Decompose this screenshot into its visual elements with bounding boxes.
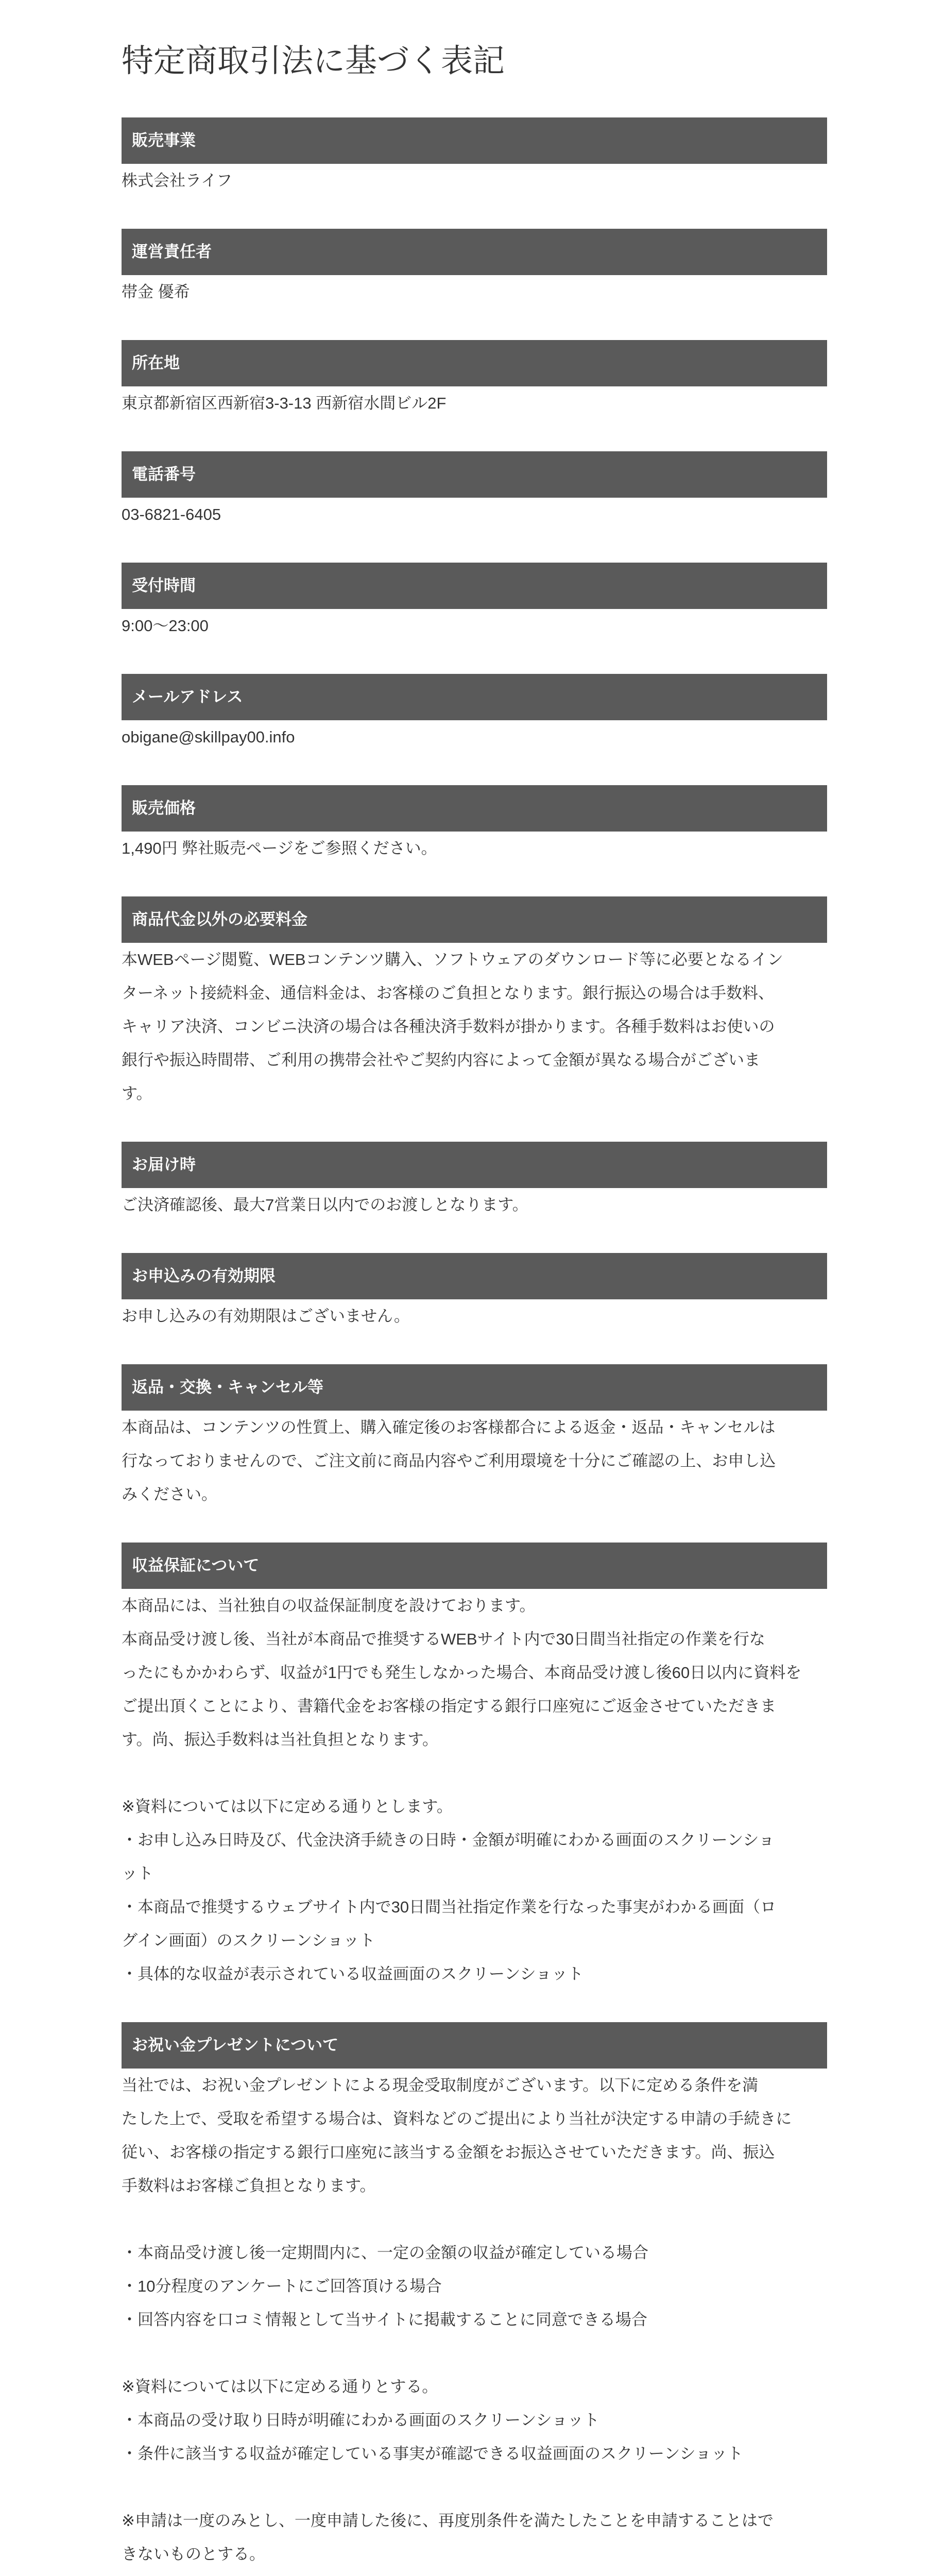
section-body [122, 720, 827, 754]
paragraph [122, 1299, 827, 1333]
page-title: 特定商取引法に基づく表記 [122, 43, 505, 79]
text-line: 従い、お客様の指定する銀行口座宛に該当する金額をお振込させていただきます。尚、振込 [122, 2143, 775, 2161]
section-header: メールアドレス [122, 674, 827, 720]
section-returns [122, 1364, 827, 1511]
section-header: お届け時 [122, 1142, 827, 1188]
section-delivery [122, 1142, 827, 1222]
paragraph [122, 2504, 827, 2571]
text-line: ご決済確認後、最大7営業日以内でのお渡しとなります。 [122, 1196, 528, 1214]
text-line: ご提出頂くことにより、書籍代金をお客様の指定する銀行口座宛にご返金させていただきま [122, 1697, 776, 1715]
text-line: 9:00～23:00 [122, 617, 209, 635]
section-header: 販売事業 [122, 117, 827, 164]
section-header: 返品・交換・キャンセル等 [122, 1364, 827, 1411]
text-line: 本商品受け渡し後、当社が本商品で推奨するWEBサイト内で30日間当社指定の作業を行な [122, 1630, 765, 1648]
paragraph [122, 2370, 827, 2470]
text-line: 本商品には、当社独自の収益保証制度を設けております。 [122, 1597, 536, 1615]
paragraph [122, 1589, 827, 1756]
paragraph [122, 609, 827, 642]
section-price [122, 785, 827, 865]
paragraph [122, 164, 827, 197]
section-body [122, 609, 827, 642]
paragraph [122, 386, 827, 420]
text-line: きないものとする。 [122, 2545, 265, 2563]
section-body [122, 943, 827, 1110]
section-body [122, 1188, 827, 1222]
section-header: 受付時間 [122, 563, 827, 609]
section-body [122, 164, 827, 197]
section-hours [122, 563, 827, 642]
paragraph [122, 1411, 827, 1511]
section-profit-guarantee [122, 1543, 827, 1991]
section-manager [122, 229, 827, 309]
text-line: 株式会社ライフ [122, 172, 233, 190]
text-line: ・回答内容を口コミ情報として当サイトに掲載することに同意できる場合 [122, 2311, 647, 2329]
section-body [122, 386, 827, 420]
section-phone [122, 451, 827, 531]
section-header: 運営責任者 [122, 229, 827, 275]
section-seller [122, 117, 827, 197]
text-line: グイン画面）のスクリーンショット [122, 1931, 375, 1950]
section-header: 所在地 [122, 340, 827, 386]
paragraph [122, 720, 827, 754]
text-line: ※資料については以下に定める通りとする。 [122, 2378, 438, 2396]
text-line: ・本商品受け渡し後一定期間内に、一定の金額の収益が確定している場合 [122, 2244, 648, 2262]
paragraph [122, 1790, 827, 1991]
text-line: 本商品は、コンテンツの性質上、購入確定後のお客様都合による返金・返品・キャンセルは [122, 1418, 776, 1436]
text-line: お申し込みの有効期限はございません。 [122, 1307, 410, 1325]
text-line: ・条件に該当する収益が確定している事実が確認できる収益画面のスクリーンショット [122, 2445, 743, 2463]
text-line: 手数料はお客様ご負担となります。 [122, 2177, 376, 2195]
sections-list [122, 117, 827, 2576]
section-address [122, 340, 827, 420]
text-line: キャリア決済、コンビニ決済の場合は各種決済手数料が掛かります。各種手数料はお使いの [122, 1018, 775, 1036]
section-body [122, 2069, 827, 2576]
paragraph [122, 2236, 827, 2336]
section-celebration-gift [122, 2022, 827, 2576]
section-header: 収益保証について [122, 1543, 827, 1589]
section-body [122, 1589, 827, 1991]
paragraph [122, 2069, 827, 2202]
paragraph [122, 832, 827, 865]
phone-number: 03-6821-6405 [122, 505, 221, 523]
section-body [122, 1299, 827, 1333]
text-line: 行なっておりませんので、ご注文前に商品内容やご利用環境を十分にご確認の上、お申し込 [122, 1452, 776, 1470]
legal-notice-page [122, 0, 827, 2576]
text-line: ターネット接続料金、通信料金は、お客様のご負担となります。銀行振込の場合は手数料、 [122, 984, 774, 1002]
text-line: 本WEBページ閲覧、WEBコンテンツ購入、ソフトウェアのダウンロード等に必要となるイン [122, 951, 783, 969]
section-header: 販売価格 [122, 785, 827, 832]
text-line: 銀行や振込時間帯、ご利用の携帯会社やご契約内容によって金額が異なる場合がございま [122, 1051, 760, 1069]
text-line: 帯金 優希 [122, 283, 190, 301]
section-email [122, 674, 827, 754]
section-header: お祝い金プレゼントについて [122, 2022, 827, 2069]
text-line: ・本商品の受け取り日時が明確にわかる画面のスクリーンショット [122, 2411, 599, 2429]
email-address: obigane@skillpay00.info [122, 728, 295, 746]
price-text: 1,490円 弊社販売ページをご参照ください。 [122, 839, 437, 857]
paragraph [122, 498, 827, 531]
text-line: みください。 [122, 1485, 217, 1503]
text-line: ったにもかかわらず、収益が1円でも発生しなかった場合、本商品受け渡し後60日以内に資料を [122, 1664, 802, 1682]
text-line: す。尚、振込手数料は当社負担となります。 [122, 1731, 439, 1749]
text-line: ・本商品で推奨するウェブサイト内で30日間当社指定作業を行なった事実がわかる画面（ロ [122, 1898, 777, 1916]
section-body [122, 498, 827, 531]
section-extra-fees [122, 896, 827, 1110]
text-line: ・10分程度のアンケートにご回答頂ける場合 [122, 2277, 442, 2295]
text-line: ・具体的な収益が表示されている収益画面のスクリーンショット [122, 1965, 583, 1983]
text-line: ット [122, 1865, 153, 1883]
text-line: す。 [122, 1084, 152, 1103]
paragraph [122, 943, 827, 1110]
text-line: ※申請は一度のみとし、一度申請した後に、再度別条件を満たしたことを申請することはで [122, 2512, 774, 2530]
text-line: ※資料については以下に定める通りとします。 [122, 1798, 453, 1816]
section-body [122, 832, 827, 865]
text-line: たした上で、受取を希望する場合は、資料などのご提出により当社が決定する申請の手続きに [122, 2110, 792, 2128]
paragraph [122, 275, 827, 309]
text-line: ・お申し込み日時及び、代金決済手続きの日時・金額が明確にわかる画面のスクリーンショ [122, 1831, 775, 1849]
text-line: 当社では、お祝い金プレゼントによる現金受取制度がございます。以下に定める条件を満 [122, 2076, 759, 2094]
section-header: 商品代金以外の必要料金 [122, 896, 827, 943]
section-header: 電話番号 [122, 451, 827, 498]
section-application-validity [122, 1253, 827, 1333]
address-text: 東京都新宿区西新宿3-3-13 西新宿水間ビル2F [122, 394, 447, 412]
paragraph [122, 1188, 827, 1222]
section-header: お申込みの有効期限 [122, 1253, 827, 1299]
section-body [122, 1411, 827, 1511]
section-body [122, 275, 827, 309]
